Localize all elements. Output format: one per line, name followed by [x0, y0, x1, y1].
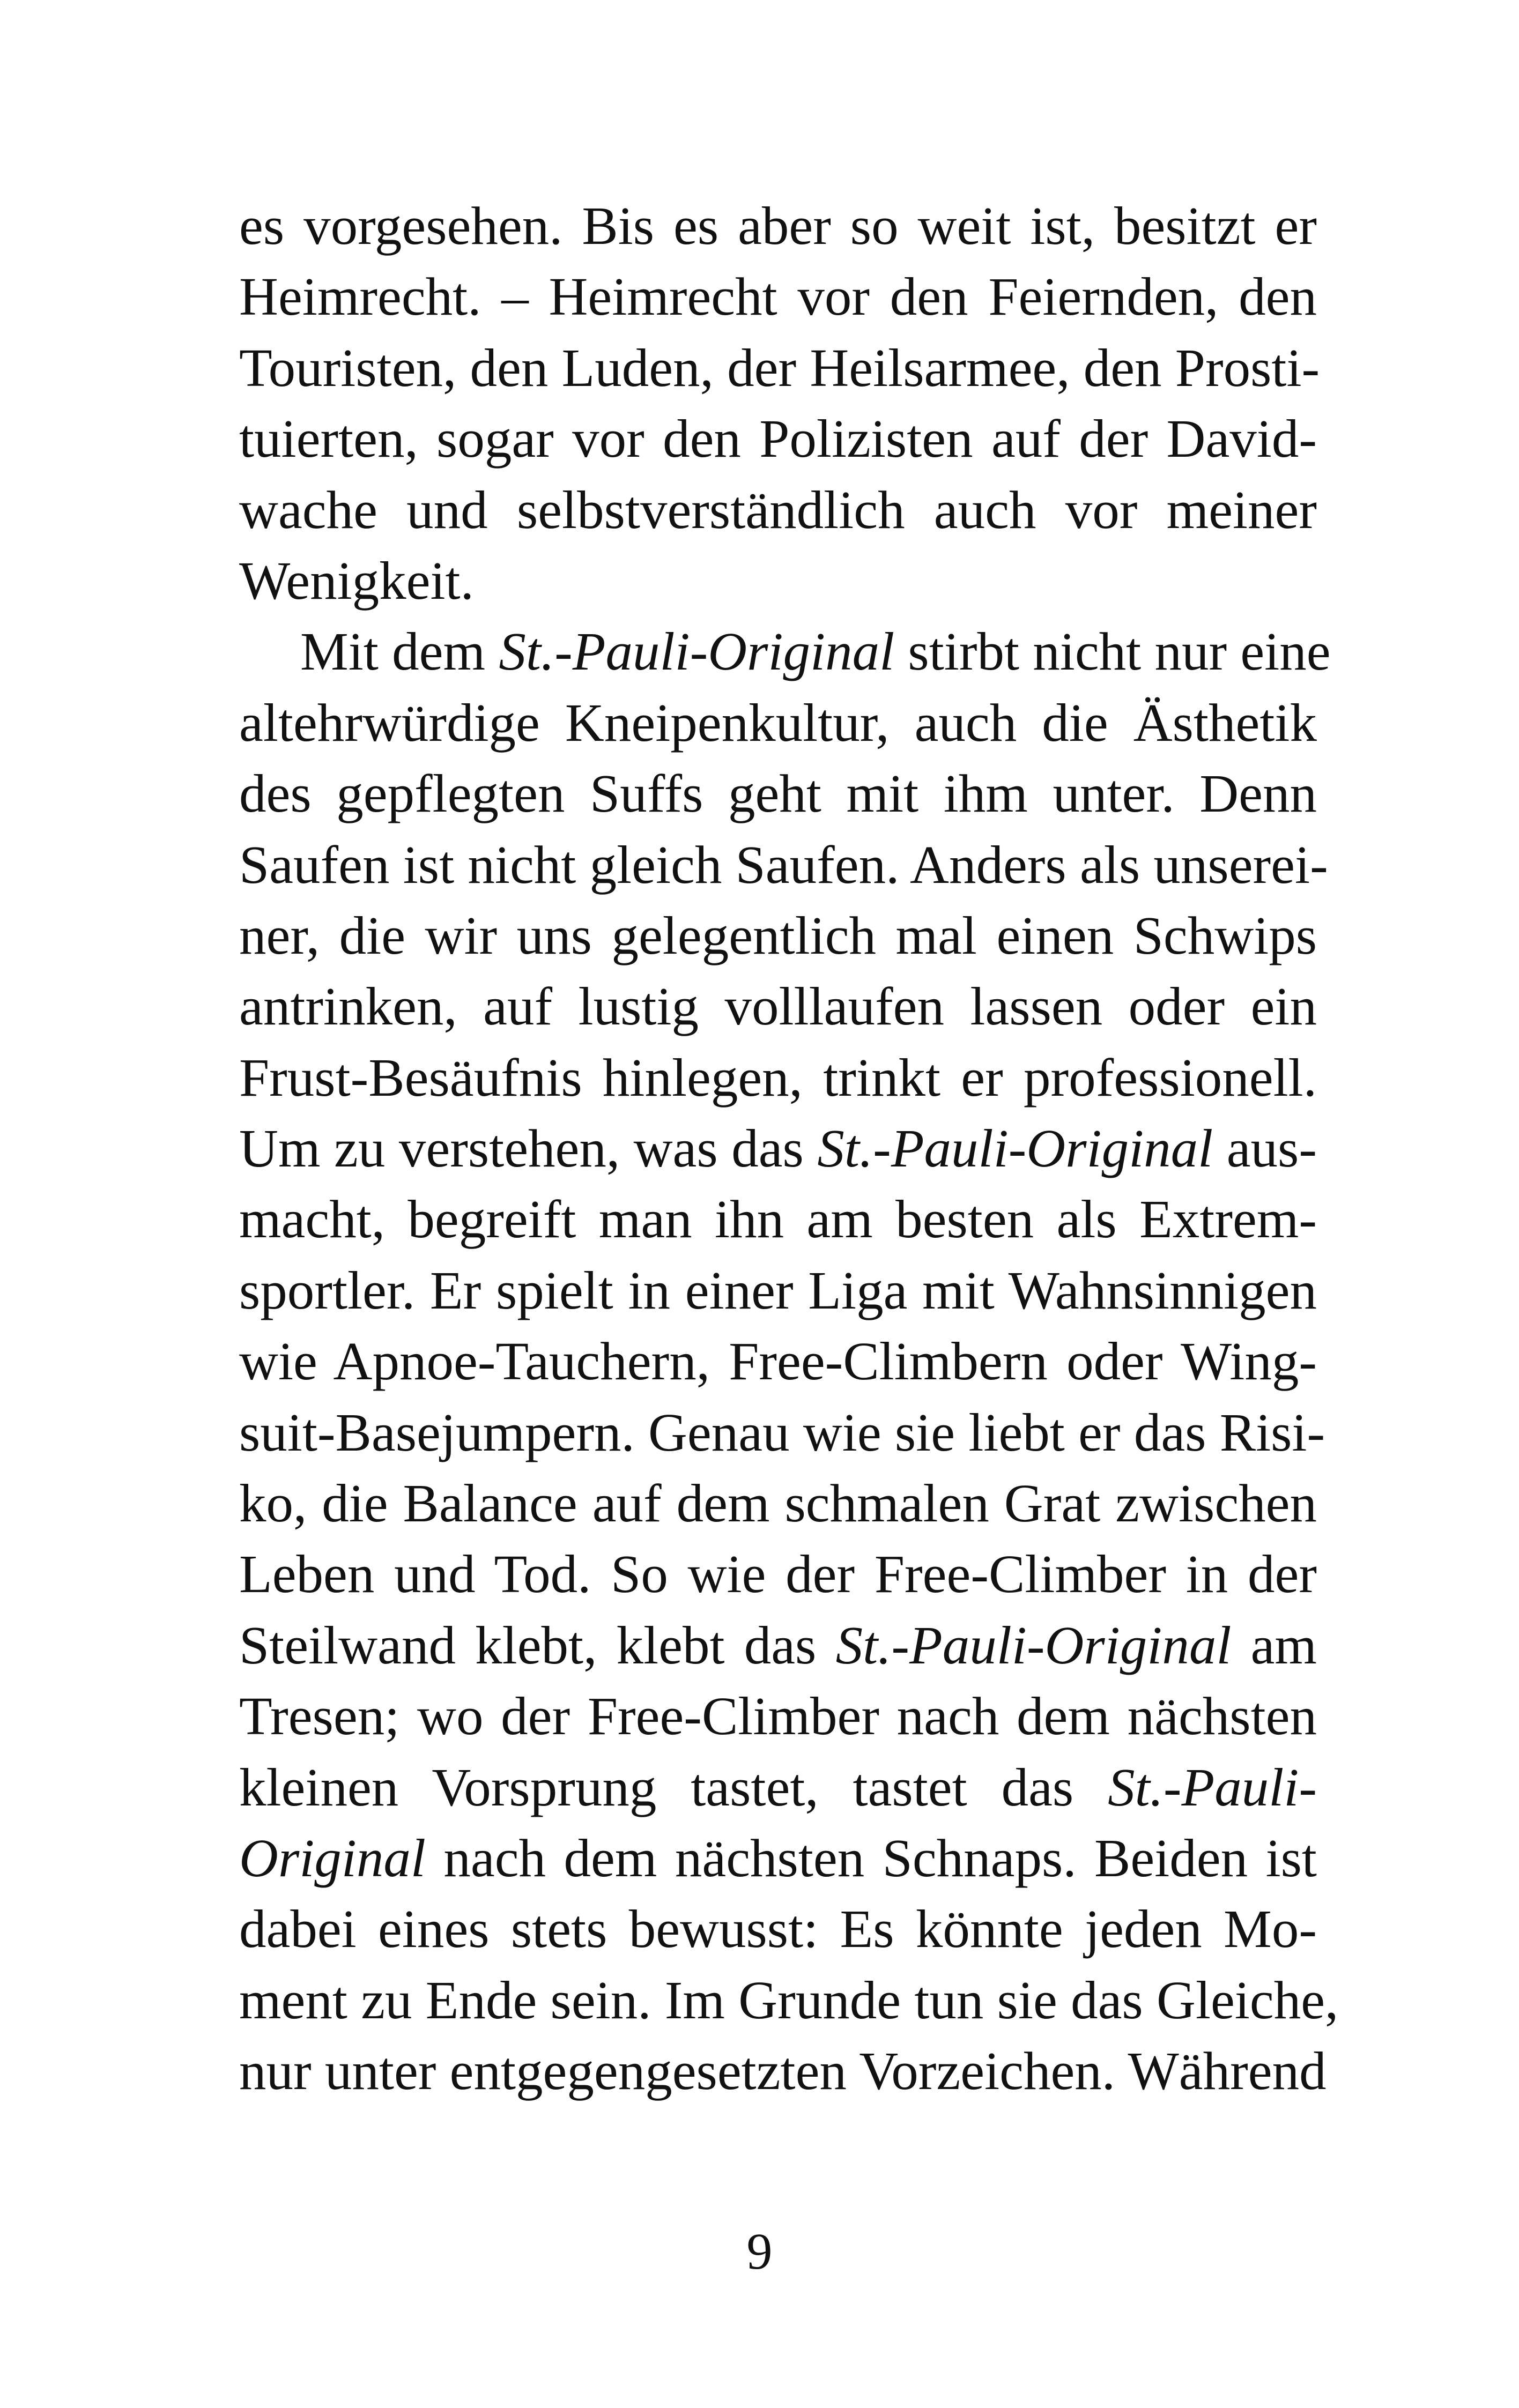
text-span: Wenigkeit.	[239, 550, 474, 611]
text-line	[239, 261, 1317, 332]
text-span: altehrwürdige Kneipenkultur, auch die Ästhetik	[239, 692, 1317, 753]
text-span: Um zu verstehen, was das	[239, 1118, 818, 1179]
text-line	[239, 1468, 1317, 1539]
text-span: am	[1231, 1615, 1317, 1675]
italic-text: Original	[239, 1827, 426, 1888]
text-line	[239, 829, 1328, 900]
text-span: stirbt nicht nur eine	[894, 621, 1331, 682]
text-span: Saufen ist nicht gleich Saufen. Anders als unserei-	[239, 834, 1328, 895]
text-line	[239, 971, 1317, 1042]
text-line	[239, 190, 1317, 261]
text-span: Touristen, den Luden, der Heilsarmee, den Prosti-	[239, 337, 1320, 398]
text-span: tuierten, sogar vor den Polizisten auf der David-	[239, 408, 1317, 469]
text-span: sportler. Er spielt in einer Liga mit Wahnsinnigen	[239, 1260, 1317, 1320]
text-line	[239, 1823, 1317, 1893]
text-line	[239, 1397, 1325, 1468]
italic-text: St.-Pauli-Original	[835, 1615, 1232, 1675]
text-span: nur unter entgegengesetzten Vorzeichen. Während	[239, 2041, 1327, 2101]
text-span: ner, die wir uns gelegentlich mal einen Schwips	[239, 905, 1317, 965]
text-span: kleinen Vorsprung tastet, tastet das	[239, 1757, 1108, 1817]
text-line	[239, 1610, 1317, 1681]
text-line	[239, 1965, 1339, 2035]
text-line	[239, 1752, 1317, 1823]
text-span: Leben und Tod. So wie der Free-Climber in der	[239, 1544, 1317, 1604]
text-span: ko, die Balance auf dem schmalen Grat zwischen	[239, 1473, 1317, 1534]
text-span: ment zu Ende sein. Im Grunde tun sie das Gleiche,	[239, 1969, 1339, 2030]
text-line	[239, 1255, 1317, 1326]
page-number: 9	[746, 2223, 773, 2280]
italic-text: St.-Pauli-	[1108, 1757, 1317, 1817]
text-span: antrinken, auf lustig volllaufen lassen oder ein	[239, 976, 1317, 1037]
text-span: Frust-Besäufnis hinlegen, trinkt er professionell.	[239, 1047, 1317, 1108]
text-span: suit-Basejumpern. Genau wie sie liebt er das Risi-	[239, 1402, 1325, 1462]
text-line	[239, 1539, 1317, 1609]
text-span: macht, begreift man ihn am besten als Extrem-	[239, 1189, 1317, 1250]
text-span: Heimrecht. – Heimrecht vor den Feiernden, den	[239, 266, 1317, 327]
text-span: aus-	[1213, 1118, 1317, 1179]
text-line	[239, 758, 1317, 829]
text-line	[239, 1042, 1317, 1113]
text-line	[239, 1326, 1317, 1396]
text-line	[239, 2035, 1327, 2106]
text-line	[239, 545, 1317, 616]
text-span: Steilwand klebt, klebt das	[239, 1615, 836, 1675]
text-span: es vorgesehen. Bis es aber so weit ist, besitzt er	[239, 196, 1317, 256]
text-span: des gepflegten Suffs geht mit ihm unter. Denn	[239, 763, 1317, 824]
text-line	[239, 900, 1317, 971]
text-line	[239, 1893, 1317, 1964]
italic-text: St.-Pauli-Original	[817, 1118, 1213, 1179]
text-line	[239, 616, 1331, 687]
text-span: wache und selbstverständlich auch vor meiner	[239, 479, 1317, 540]
body-text	[239, 190, 1339, 2107]
text-line	[239, 687, 1317, 758]
text-line	[239, 332, 1320, 403]
text-span: Tresen; wo der Free-Climber nach dem nächsten	[239, 1686, 1317, 1746]
text-line	[239, 1184, 1317, 1254]
text-span: dabei eines stets bewusst: Es könnte jeden Mo-	[239, 1899, 1317, 1959]
text-span: nach dem nächsten Schnaps. Beiden ist	[425, 1827, 1317, 1888]
italic-text: St.-Pauli-Original	[499, 621, 895, 682]
text-span: Mit dem	[300, 621, 499, 682]
text-line	[239, 1113, 1317, 1184]
text-line	[239, 474, 1317, 545]
text-line	[239, 403, 1317, 474]
text-line	[239, 1681, 1317, 1751]
text-span: wie Apnoe-Tauchern, Free-Climbern oder Wing-	[239, 1331, 1317, 1392]
